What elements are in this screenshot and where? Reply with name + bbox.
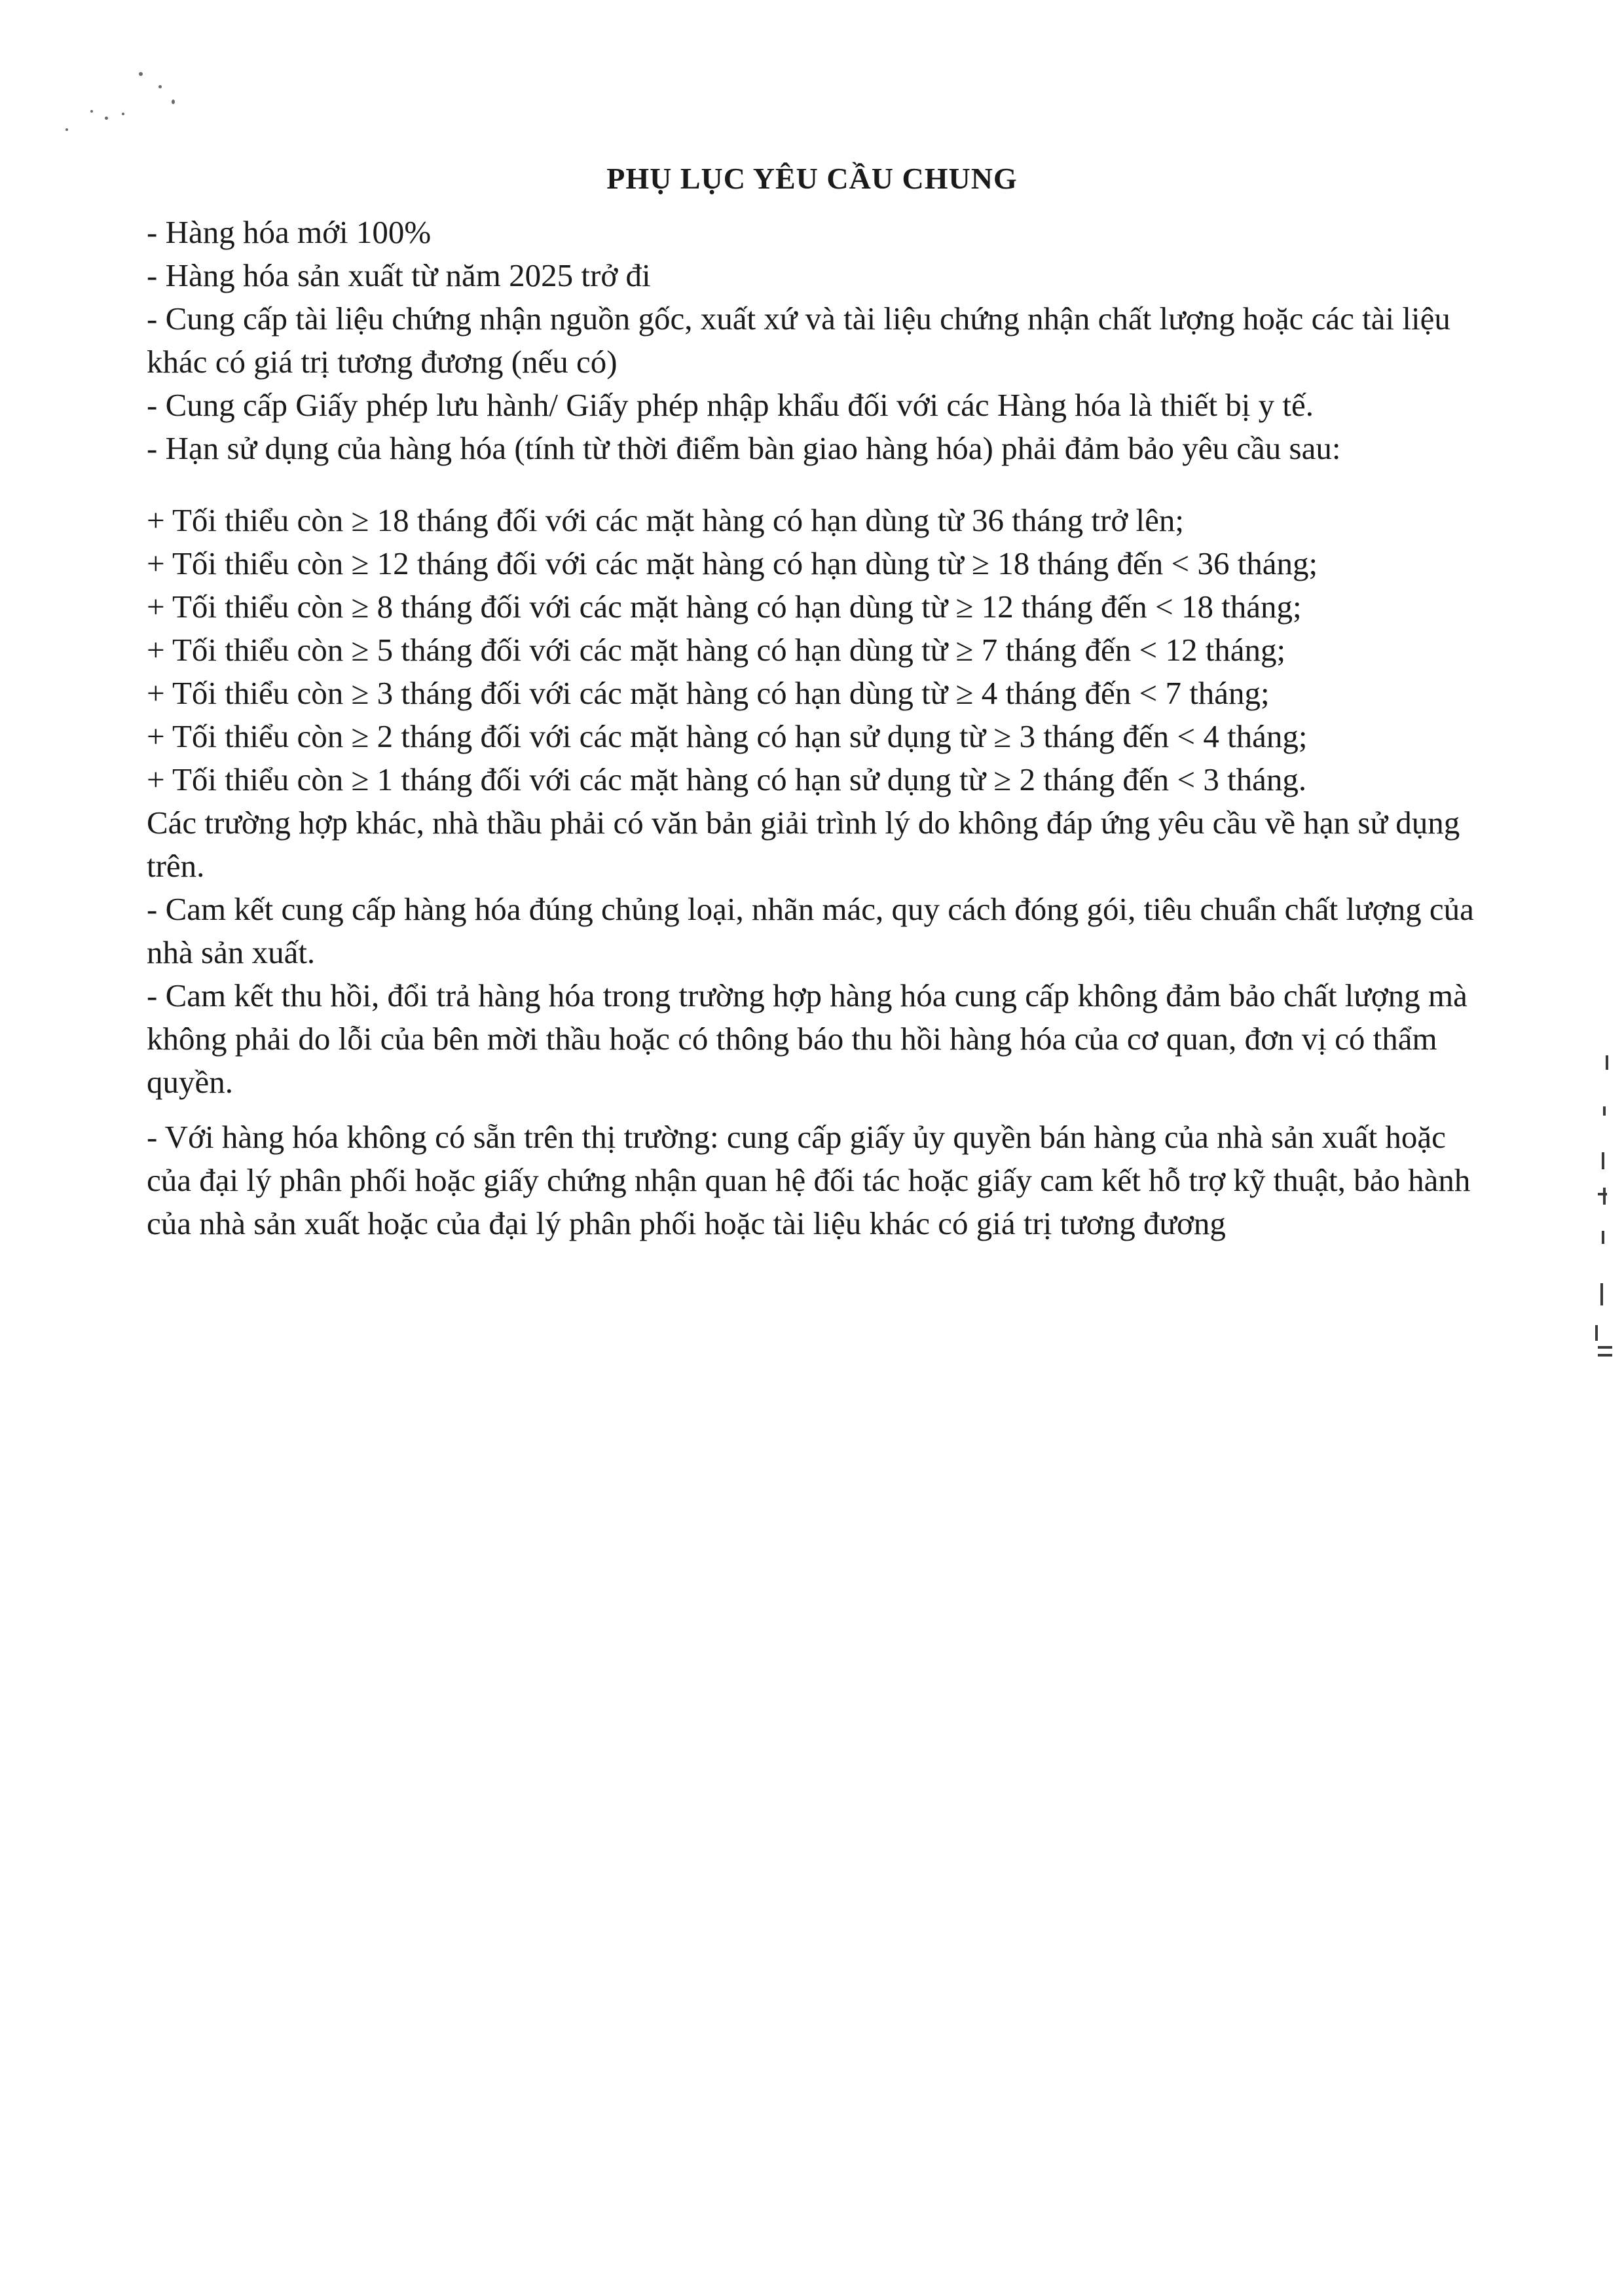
commitment-recall-return: - Cam kết thu hồi, đổi trả hàng hóa trong trường hợp hàng hóa cung cấp không đảm bảo chất lượng mà không phải do lỗi của bên mời thầu hoặc có thông báo thu hồi hàng hóa của cơ quan, đơn vị có thẩm quyền.	[147, 977, 1467, 1100]
requirement-production-year: - Hàng hóa sản xuất từ năm 2025 trở đi	[147, 257, 651, 293]
scan-speck	[158, 85, 162, 88]
requirement-medical-license: - Cung cấp Giấy phép lưu hành/ Giấy phép nhập khẩu đối với các Hàng hóa là thiết bị y tế.	[147, 387, 1314, 423]
shelf-life-rule: + Tối thiểu còn ≥ 1 tháng đối với các mặt hàng có hạn sử dụng từ ≥ 2 tháng đến < 3 tháng.	[147, 761, 1307, 797]
edge-artifact	[1595, 1325, 1598, 1341]
scan-speck	[65, 128, 68, 131]
edge-artifact	[1603, 1188, 1606, 1205]
scan-speck	[172, 100, 175, 104]
requirement-origin-certificate: - Cung cấp tài liệu chứng nhận nguồn gốc, xuất xứ và tài liệu chứng nhận chất lượng hoặc các tài liệu khác có giá trị tương đương (nếu có)	[147, 301, 1450, 380]
document-title: PHỤ LỤC YÊU CẦU CHUNG	[606, 162, 1018, 195]
shelf-life-rule: + Tối thiểu còn ≥ 18 tháng đối với các mặt hàng có hạn dùng từ 36 tháng trở lên;	[147, 502, 1184, 538]
scan-speck	[122, 113, 124, 115]
shelf-life-rule: + Tối thiểu còn ≥ 8 tháng đối với các mặt hàng có hạn dùng từ ≥ 12 tháng đến < 18 tháng;	[147, 589, 1302, 625]
commitment-product-conformity: - Cam kết cung cấp hàng hóa đúng chủng loại, nhãn mác, quy cách đóng gói, tiêu chuẩn chất lượng của nhà sản xuất.	[147, 891, 1474, 970]
shelf-life-rule: + Tối thiểu còn ≥ 12 tháng đối với các mặt hàng có hạn dùng từ ≥ 18 tháng đến < 36 tháng;	[147, 545, 1318, 581]
edge-artifact	[1606, 1055, 1608, 1070]
edge-artifact	[1600, 1283, 1603, 1305]
requirement-new-goods: - Hàng hóa mới 100%	[147, 214, 432, 250]
scan-speck	[105, 117, 108, 120]
shelf-life-rule: + Tối thiểu còn ≥ 5 tháng đối với các mặt hàng có hạn dùng từ ≥ 7 tháng đến < 12 tháng;	[147, 632, 1286, 668]
shelf-life-rule: + Tối thiểu còn ≥ 2 tháng đối với các mặt hàng có hạn sử dụng từ ≥ 3 tháng đến < 4 tháng;	[147, 718, 1308, 754]
requirement-unavailable-goods: - Với hàng hóa không có sẵn trên thị trường: cung cấp giấy ủy quyền bán hàng của nhà sản xuất hoặc của đại lý phân phối hoặc giấy chứng nhận quan hệ đối tác hoặc giấy cam kết hỗ trợ kỹ thuật, bảo hành của nhà sản xuất hoặc của đại lý phân phối hoặc tài liệu khác có giá trị tương đương	[147, 1119, 1471, 1241]
edge-artifact	[1602, 1231, 1604, 1244]
other-cases-note: Các trường hợp khác, nhà thầu phải có văn bản giải trình lý do không đáp ứng yêu cầu về hạn sử dụng trên.	[147, 805, 1460, 884]
document-body	[147, 211, 1483, 1245]
scan-speck	[90, 110, 93, 113]
edge-artifact	[1603, 1106, 1606, 1116]
requirement-shelf-life-intro: - Hạn sử dụng của hàng hóa (tính từ thời điểm bàn giao hàng hóa) phải đảm bảo yêu cầu sau:	[147, 430, 1341, 466]
edge-artifact	[1598, 1346, 1612, 1349]
scan-speck	[139, 72, 143, 76]
edge-artifact	[1602, 1152, 1604, 1169]
shelf-life-rule: + Tối thiểu còn ≥ 3 tháng đối với các mặt hàng có hạn dùng từ ≥ 4 tháng đến < 7 tháng;	[147, 675, 1270, 711]
edge-artifact	[1598, 1354, 1612, 1357]
